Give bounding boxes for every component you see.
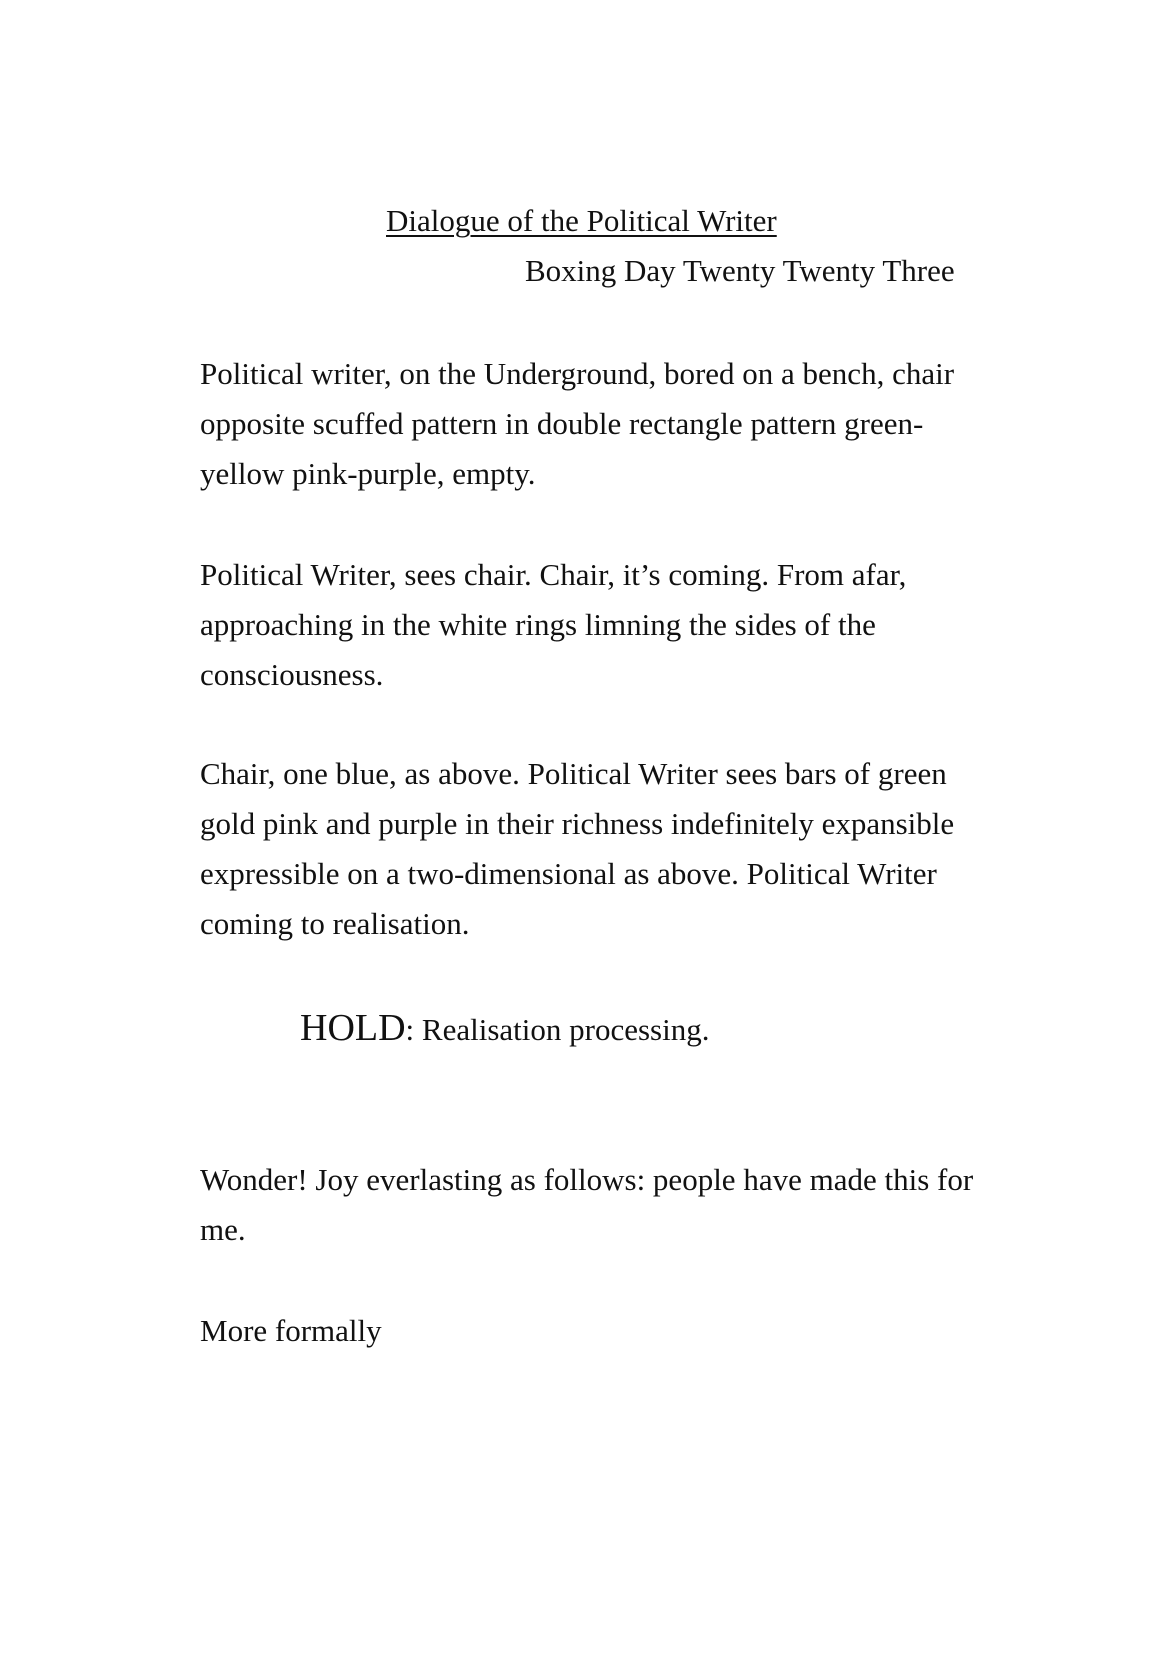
paragraph-3: Chair, one blue, as above. Political Writer sees bars of green gold pink and purple in their richness indefinitely expansible expressible on a two-dimensional as above. Political Writer coming to realisation.	[200, 756, 955, 941]
hold-line	[300, 1003, 709, 1055]
hold-text: : Realisation processing.	[405, 1012, 710, 1047]
paragraph-1: Political writer, on the Underground, bored on a bench, chair opposite scuffed pattern in double rectangle pattern green-yellow pink-purple, empty.	[200, 356, 955, 491]
document-title: Dialogue of the Political Writer	[386, 203, 777, 238]
paragraph-2: Political Writer, sees chair. Chair, it’s coming. From afar, approaching in the white rings limning the sides of the consciousness.	[200, 557, 907, 692]
paragraph-6: More formally	[200, 1313, 382, 1348]
hold-label: HOLD	[300, 1007, 406, 1049]
paragraph-5: Wonder! Joy everlasting as follows: people have made this for me.	[200, 1162, 974, 1247]
document-date: Boxing Day Twenty Twenty Three	[525, 253, 955, 288]
